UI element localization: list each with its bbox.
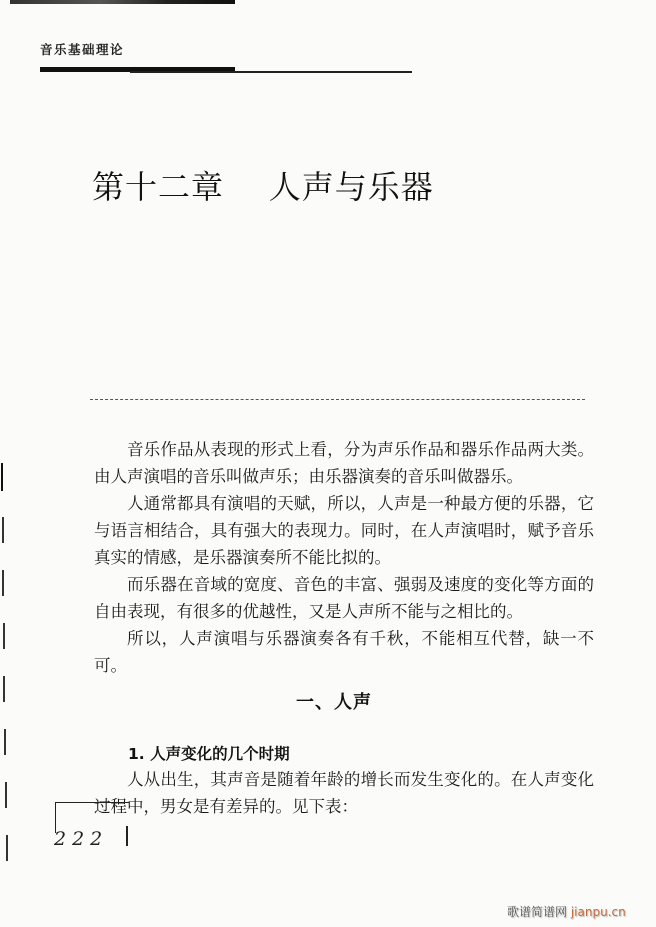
margin-mark — [4, 729, 6, 755]
chapter-title: 第十二章 人声与乐器 — [92, 168, 434, 206]
paragraph: 人从出生，其声音是随着年龄的增长而发生变化的。在人声变化过程中，男女是有差异的。见下表： — [94, 770, 594, 816]
section-title: 一、人声 — [296, 692, 372, 713]
paragraph: 而乐器在音域的宽度、音色的丰富、强弱及速度的变化等方面的自由表现，有很多的优越性，又是人声所不能与之相比的。 — [94, 575, 594, 621]
paragraph: 所以，人声演唱与乐器演奏各有千秋，不能相互代替，缺一不可。 — [94, 629, 594, 675]
margin-mark — [2, 517, 4, 543]
chapter-divider — [90, 399, 585, 400]
paragraph: 人通常都具有演唱的天赋，所以，人声是一种最方便的乐器，它与语言相结合，具有强大的表现力。同时，在人声演唱时，赋予音乐真实的情感，是乐器演奏所不能比拟的。 — [94, 494, 594, 567]
page-number-frame-tick — [126, 826, 128, 846]
paragraph: 音乐作品从表现的形式上看，分为声乐作品和器乐作品两大类。由人声演唱的音乐叫做声乐；由乐器演奏的音乐叫做器乐。 — [94, 440, 594, 486]
margin-mark — [5, 782, 7, 808]
running-header-title: 音乐基础理论 — [40, 42, 125, 57]
intro-text — [94, 436, 594, 679]
margin-mark — [6, 835, 8, 861]
margin-mark — [2, 570, 4, 596]
subsection-title: 1. 人声变化的几个时期 — [128, 745, 290, 763]
margin-mark — [1, 463, 3, 491]
header-rule-thin — [130, 71, 412, 73]
margin-mark — [3, 623, 5, 649]
subsection-text — [94, 766, 594, 820]
margin-mark — [3, 676, 5, 702]
watermark-site-name: 歌谱简谱网 — [507, 905, 568, 919]
page-number: 222 — [54, 828, 109, 850]
top-edge-rule — [10, 0, 235, 4]
watermark-url: jianpu.cn — [570, 905, 626, 919]
watermark — [507, 903, 626, 920]
